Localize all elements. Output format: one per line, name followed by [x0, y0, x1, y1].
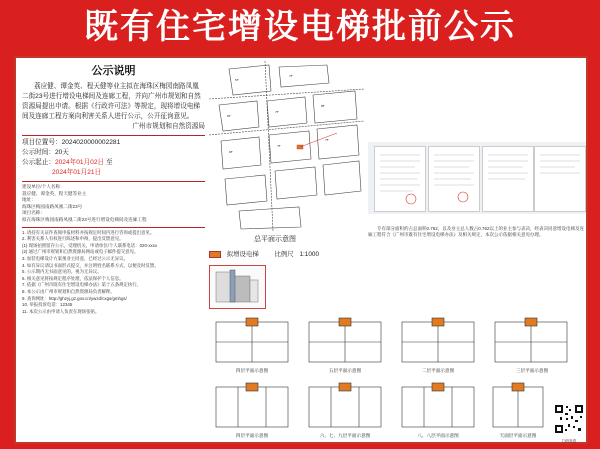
- notice-column: [22, 62, 205, 440]
- notice-dates: [22, 158, 205, 168]
- floor-plan-label: 八、八层平面示意图: [417, 433, 459, 438]
- floor-plan: [487, 316, 577, 376]
- legend: [209, 249, 379, 263]
- note-item: 10. 举报投诉电话：12345: [22, 302, 73, 308]
- applicant-label: 建设单位/个人名称：: [22, 184, 65, 189]
- floor-plan: [208, 316, 296, 376]
- qr-code[interactable]: [554, 404, 584, 443]
- note-item: 6. 相关意见将按规定程序处理，依法保护个人信息。: [22, 275, 124, 281]
- svg-text:5F: 5F: [235, 78, 239, 82]
- address-label: 地址：: [22, 197, 36, 203]
- project-label: 项目名称：: [22, 210, 45, 216]
- page-title: 既有住宅增设电梯批前公示: [84, 7, 516, 47]
- note-item: 11. 本次公示由申请人负责在现场张贴。: [22, 308, 100, 314]
- note-item: 3. 加装电梯设计方案须业主同意，已经过公示无异议。: [22, 255, 128, 261]
- note-item: 4. 如有异议请以书面形式提交，并注明姓名联系方式，以便及时反馈。: [22, 262, 159, 268]
- notes-list: [22, 230, 205, 315]
- applicant-value: 荔应健、谭金英、程天健等业主: [22, 190, 87, 196]
- divider: [22, 227, 205, 228]
- scale-label: 比例尺: [274, 251, 294, 258]
- project-number-value: 2024020000002281: [61, 139, 121, 146]
- floor-plan-label: 四层平面示意图: [235, 368, 269, 373]
- elevator-swatch: [209, 251, 221, 258]
- floor-plan-label: 二层平面示意图: [421, 368, 455, 373]
- floor-plan: [301, 381, 389, 441]
- notice-signature: 广州市规划和自然资源局: [132, 123, 205, 130]
- project-value: 拟在海珠区梅园南路凤凰二街23号进行增设电梯间及连廊工程: [22, 216, 147, 222]
- svg-text:8F: 8F: [321, 104, 325, 108]
- floor-plan-label: 五层平面示意图: [328, 368, 362, 373]
- notice-body: 荔应健、谭金英、程天健等业主拟在海珠区梅园南路凤凰二街23号进行增设电梯间及连廊工程，并向广州市规划和自然资源局提出申请。根据《行政许可法》等规定，现将增设电梯间及连廊工程方案向利害关系人进行公示，公开征询意见。: [22, 83, 201, 120]
- divider: [22, 135, 205, 136]
- perspective-view: [209, 265, 266, 309]
- document-thumbnail: [482, 146, 534, 212]
- notice-end: [22, 168, 205, 178]
- start-date: 2024年01月02日: [54, 159, 105, 166]
- document-thumbnail: [428, 146, 480, 212]
- floor-plan: [301, 316, 389, 376]
- note-item: 8. 本公示由广州市规划和自然资源局负责解释。: [22, 288, 115, 294]
- note-item: 9. 查询网址：http://ghzyj.gz.gov.cn/ywzd/cxgs/gmhgs/: [22, 295, 127, 301]
- document-thumbnail: [374, 146, 426, 212]
- floor-plan: [394, 316, 482, 376]
- floor-plan: [208, 381, 296, 441]
- note-item: (2) 通过广州市规划和自然资源局网站或电子邮件提交意见。: [22, 249, 139, 255]
- note-item: 2. 利害关系人有权进行陈述和申辩，提出反馈意见。: [22, 236, 124, 242]
- address-value: 海珠区梅园南路凤凰二街23号: [22, 203, 83, 209]
- notice-panel: [14, 56, 588, 444]
- floor-plan-label: 三层平面示意图: [515, 368, 549, 373]
- document-scans: [368, 142, 586, 214]
- svg-text:7F: 7F: [275, 110, 279, 114]
- svg-text:6F: 6F: [229, 150, 233, 154]
- svg-text:7F: 7F: [289, 74, 293, 78]
- svg-text:7F: 7F: [325, 138, 329, 142]
- project-number-label: 项目位置号：: [22, 139, 62, 146]
- legend-title: 总平面示意图: [254, 236, 296, 243]
- note-item: (1) 现场拍照留存公示，受理机关、申请单位/个人联系电话：020-xxxx: [22, 242, 158, 248]
- note-item: 7. 依据《广州市既有住宅增设电梯办法》第十五条规定执行。: [22, 282, 142, 288]
- qr-label: 扫码查看: [561, 439, 577, 443]
- floor-plan: [487, 381, 549, 441]
- period-value: 20天: [54, 149, 69, 156]
- scale-value: 1:1000: [299, 251, 320, 258]
- floor-plan-label: 六、七、九层平面示意图: [319, 433, 371, 438]
- period-label: 公示时间：: [22, 149, 55, 156]
- note-item: 5. 公示期内无书面意见的，视为无异议。: [22, 269, 102, 275]
- divider: [22, 181, 205, 182]
- start-label: 公示起止：: [22, 159, 55, 166]
- document-thumbnail: [534, 146, 586, 212]
- site-plan-map: [209, 61, 364, 231]
- project-number: [22, 138, 205, 148]
- date-separator: 至: [105, 159, 113, 166]
- floor-plan: [394, 381, 482, 441]
- floor-plan-label: 天面层平面示意图: [499, 433, 537, 438]
- floor-plan-label: 四层平面示意图: [235, 433, 269, 438]
- legend-item: 拟增设电梯: [226, 251, 259, 258]
- notice-heading: 公示说明: [91, 65, 136, 77]
- svg-text:7F: 7F: [277, 144, 281, 148]
- consent-description: 专有部分面积约占总面积0.762，以及业主总人数占0.762以上的业主参与表决，经表决同意增设电梯及连廊工程符合《广州市既有住宅增设电梯办法》及相关规定，本次公示依据相关意见办理。: [368, 226, 585, 238]
- note-item: 1. 请持有关证件查阅申报材料并按规定时间内进行咨询或提出意见。: [22, 229, 155, 235]
- svg-text:6F: 6F: [227, 114, 231, 118]
- notice-period: [22, 148, 205, 158]
- end-date: 2024年01月21日: [52, 169, 102, 176]
